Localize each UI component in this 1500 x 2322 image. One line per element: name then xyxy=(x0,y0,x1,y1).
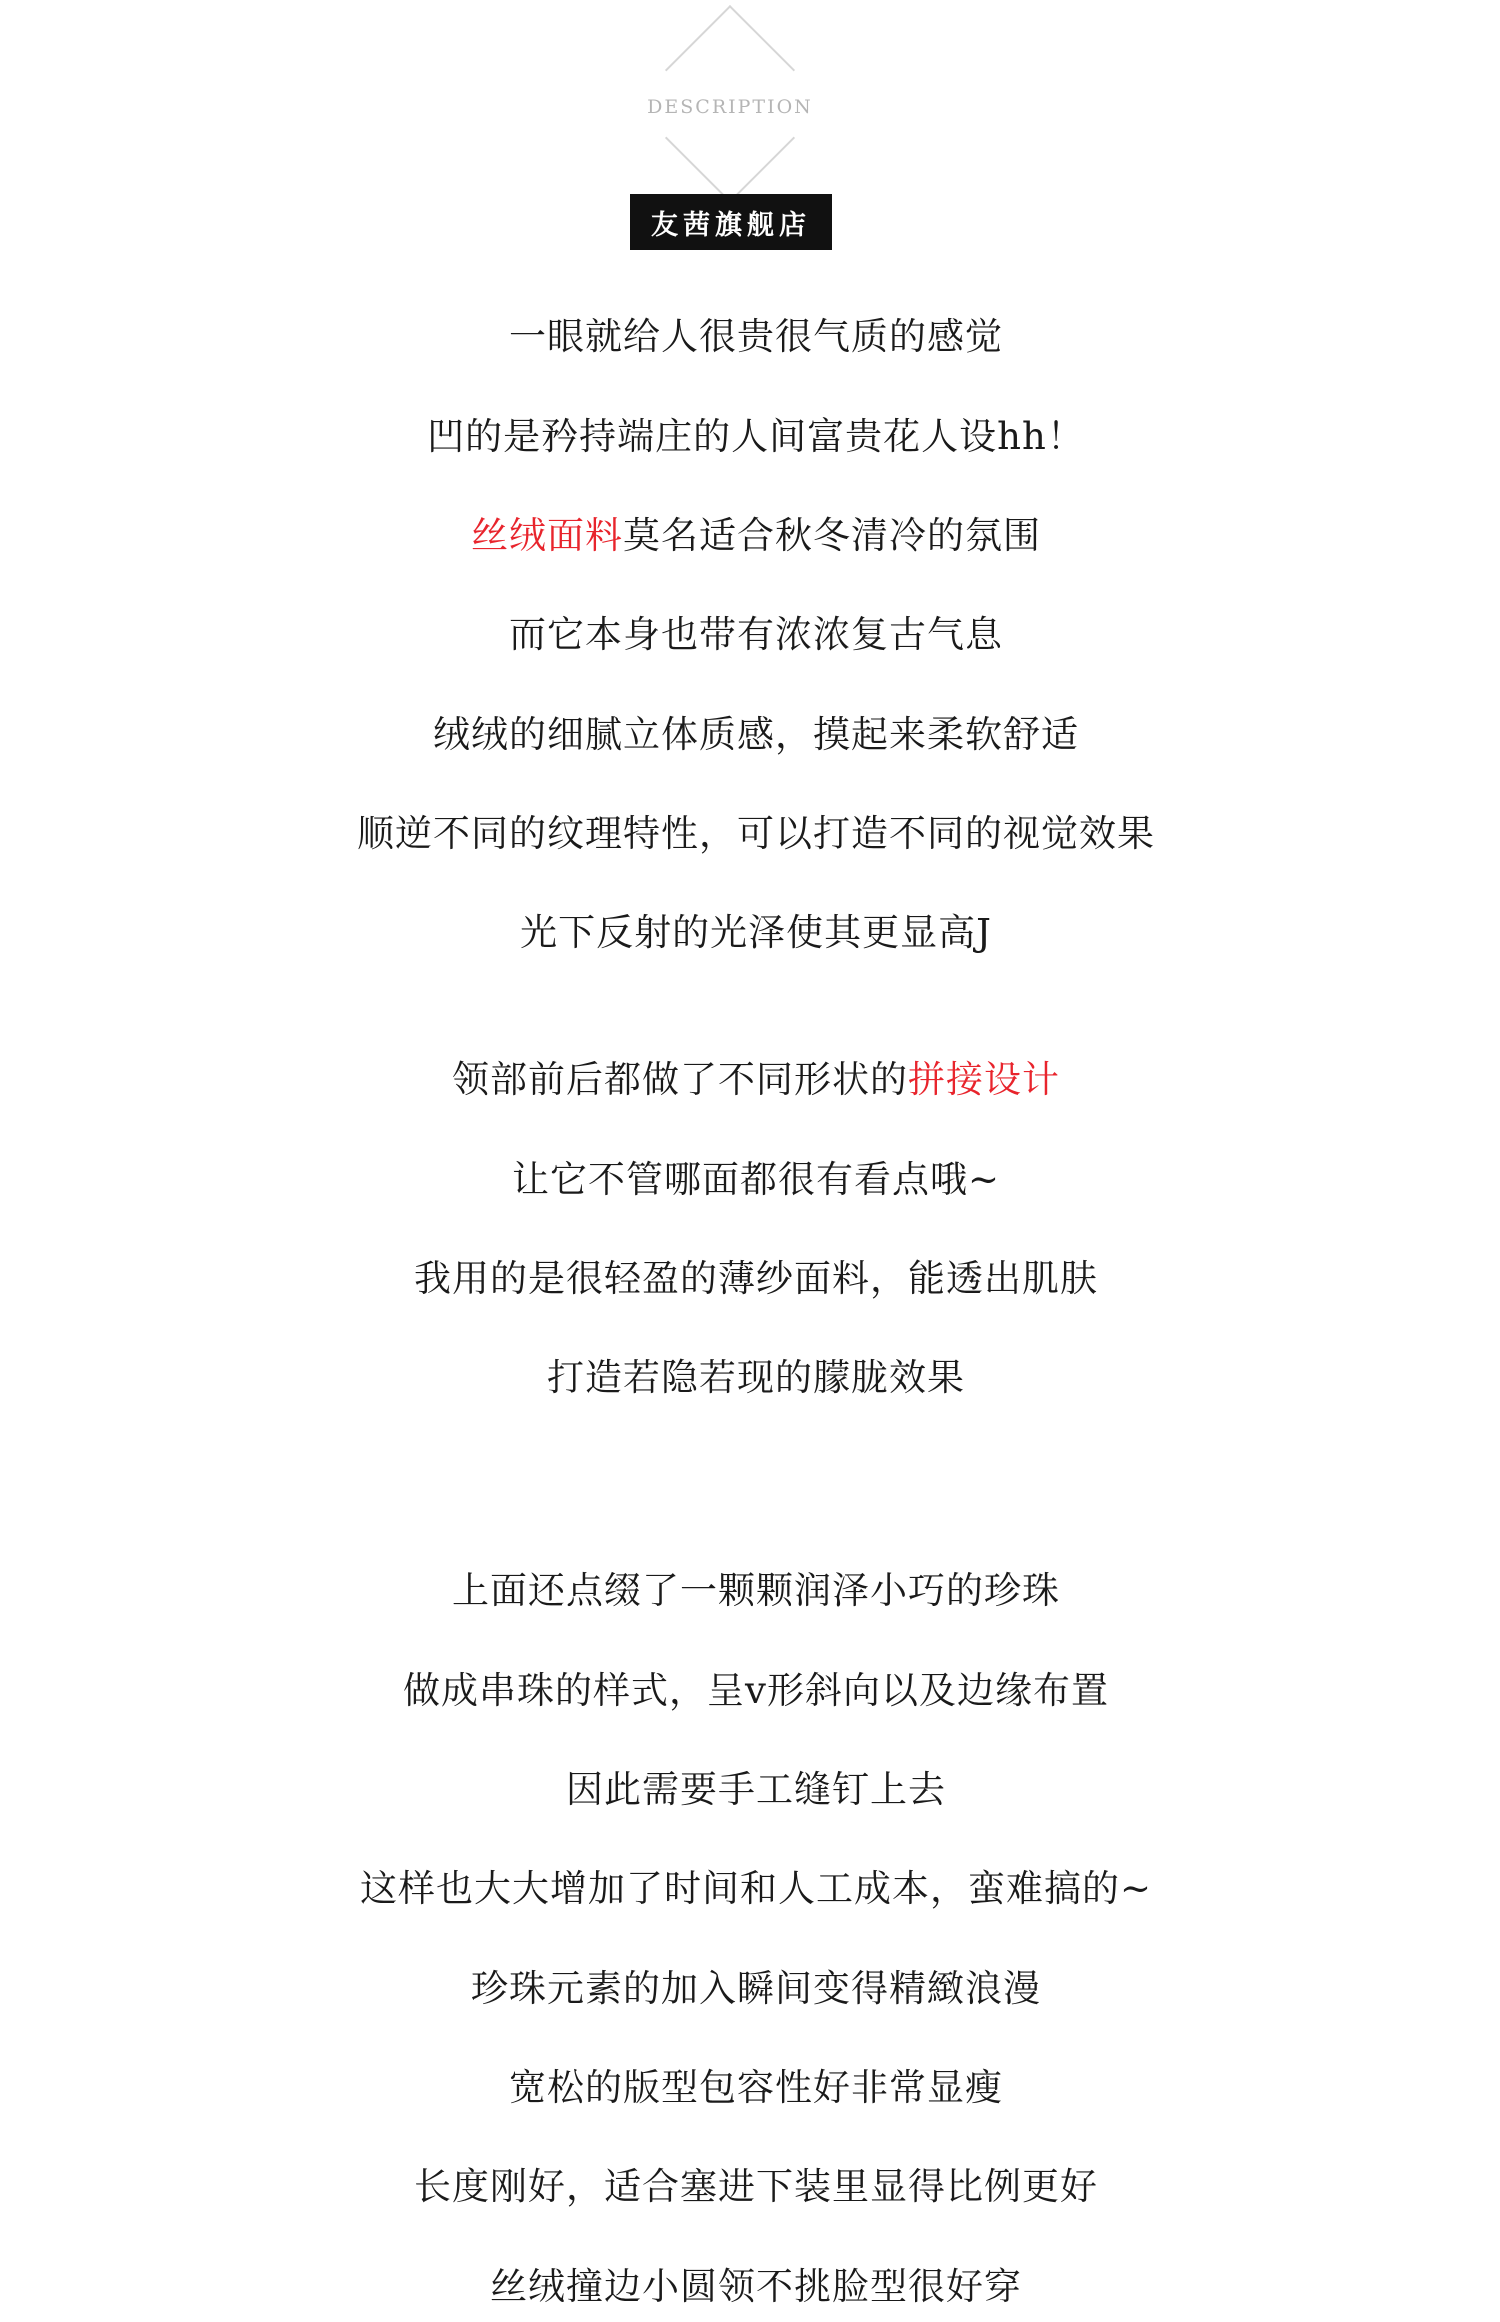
description-header xyxy=(0,0,1500,260)
text-line: 绒绒的细腻立体质感，摸起来柔软舒适 xyxy=(433,713,1079,756)
text-line: 光下反射的光泽使其更显高J xyxy=(520,911,992,954)
diamond-ornament-bottom xyxy=(665,73,795,203)
text-segment: 领部前后都做了不同形状的 xyxy=(452,1058,908,1101)
text-line xyxy=(0,1055,1500,1105)
text-segment: 莫名适合秋冬清冷的氛围 xyxy=(623,514,1041,557)
text-line: 我用的是很轻盈的薄纱面料，能透出肌肤 xyxy=(414,1257,1098,1300)
text-line: 长度刚好，适合塞进下装里显得比例更好 xyxy=(414,2165,1098,2208)
text-line: 丝绒撞边小圆领不挑脸型很好穿 xyxy=(490,2265,1022,2308)
text-line: 宽松的版型包容性好非常显瘦 xyxy=(509,2066,1003,2109)
text-line: 一眼就给人很贵很气质的感觉 xyxy=(509,315,1003,358)
text-line: 凹的是矜持端庄的人间富贵花人设hh！ xyxy=(427,415,1085,458)
text-line xyxy=(0,511,1500,561)
shop-name-badge: 友茜旗舰店 xyxy=(630,194,832,250)
text-line: 上面还点缀了一颗颗润泽小巧的珍珠 xyxy=(452,1569,1060,1612)
text-line: 打造若隐若现的朦胧效果 xyxy=(547,1356,965,1399)
text-line: 而它本身也带有浓浓复古气息 xyxy=(509,613,1003,656)
text-line: 这样也大大增加了时间和人工成本，蛮难搞的~ xyxy=(359,1867,1152,1910)
highlight-text: 拼接设计 xyxy=(908,1058,1060,1101)
text-line: 珍珠元素的加入瞬间变得精緻浪漫 xyxy=(471,1967,1041,2010)
text-line: 顺逆不同的纹理特性，可以打造不同的视觉效果 xyxy=(357,812,1155,855)
description-label: DESCRIPTION xyxy=(647,96,813,118)
highlight-text: 丝绒面料 xyxy=(471,514,623,557)
text-line: 做成串珠的样式，呈v形斜向以及边缘布置 xyxy=(403,1669,1109,1712)
text-line: 让它不管哪面都很有看点哦~ xyxy=(511,1158,1000,1201)
text-line: 因此需要手工缝钉上去 xyxy=(566,1768,946,1811)
